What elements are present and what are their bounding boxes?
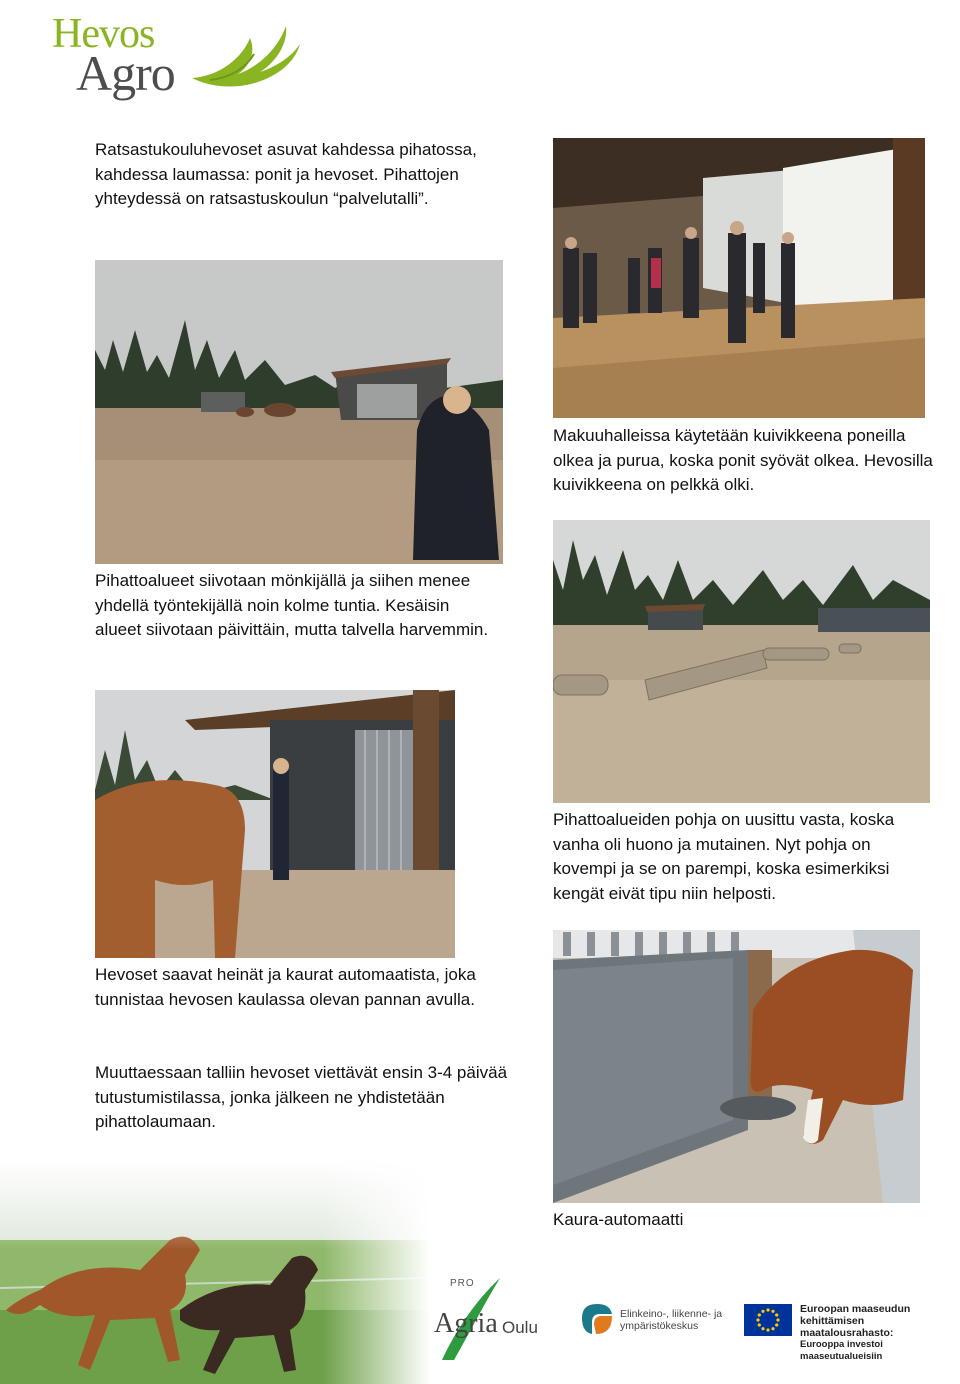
photo-paddock-shelter [95,260,503,564]
paragraph-stables-intro: Ratsastukouluhevoset asuvat kahdessa pihatossa, kahdessa laumassa: ponit ja hevoset. Pihattojen yhteydessä on ratsastuskoulun “palvelutalli”. [95,140,477,208]
paragraph-introduction-space: Muuttaessaan talliin hevoset viettävät ensin 3-4 päivää tutustumistilassa, jonka jälkeen ne yhdistetään pihattolaumaan. [95,1063,508,1131]
proagria-oulu-logo [430,1274,550,1366]
eu-rural-fund-logo [744,1300,954,1362]
logo-word-hevos: Hevos [52,11,155,57]
logo-word-agro: Agro [76,45,175,101]
ely-text-line2: ympäristökeskus [620,1320,699,1332]
paragraph-paddock-ground: Pihattoalueiden pohja on uusittu vasta, koska vanha oli huono ja mutainen. Nyt pohja on kovempi ja se on parempi, koska esimerkiksi kengät eivät tipu niin helposti. [553,810,895,903]
paragraph-bedding: Makuuhalleissa käytetään kuivikkeena poneilla olkea ja purua, koska ponit syövät olkea. Hevosilla kuivikkeena on pelkkä olki. [553,426,933,494]
proagria-oulu-text: Oulu [502,1318,538,1337]
photo-running-horses [0,1160,430,1384]
ely-emblem-icon [580,1302,614,1336]
photo-feeding-station [95,690,455,958]
paragraph-cleaning: Pihattoalueet siivotaan mönkijällä ja siihen menee yhdellä työntekijällä noin kolme tuntia. Kesäisin alueet siivotaan päivittäin, mutta talvella harvemmin. [95,571,489,639]
proagria-pro-text: PRO [450,1278,475,1289]
ely-text-line1: Elinkeino-, liikenne- ja [620,1308,723,1320]
eu-text-line1: Euroopan maaseudun [800,1303,911,1315]
eu-flag-icon [744,1304,792,1336]
photo-paddock-logs [553,520,930,803]
photo-bedding-hall [553,138,925,418]
ely-centre-logo [580,1300,730,1340]
photo-oat-automat [553,930,920,1203]
proagria-agria-text: Agria [434,1308,498,1339]
paragraph-automat: Hevoset saavat heinät ja kaurat automaatista, joka tunnistaa hevosen kaulassa olevan pannan avulla. [95,965,476,1009]
wing-icon [190,18,302,88]
eu-text-line2: kehittämisen maatalousrahasto: [800,1315,894,1339]
eu-text-line3: Eurooppa investoi maaseutualueisiin [800,1339,883,1362]
caption-oat-automat: Kaura-automaatti [553,1210,684,1229]
